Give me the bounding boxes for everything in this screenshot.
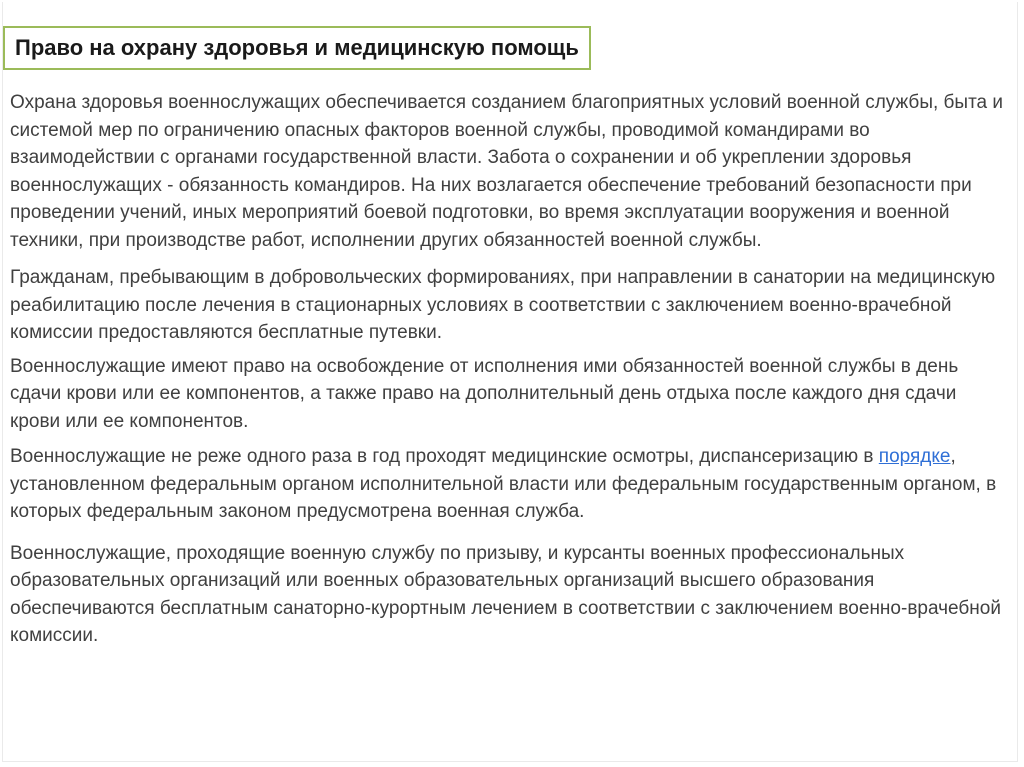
slide-title: Право на охрану здоровья и медицинскую помощь [15,35,579,60]
slide-body [10,89,1010,650]
paragraph-sanatorium-treatment: Военнослужащие, проходящие военную службу по призыву, и курсанты военных профессиональных образовательных организаций или военных образовательных организаций высшего образования обеспечиваются бесплатным санаторно-курортным лечением в соответствии с заключением военно-врачебной комиссии. [10,542,1001,646]
paragraph-medical-exams-start: Военнослужащие не реже одного раза в год проходят медицинские осмотры, диспансеризацию в [10,446,879,467]
paragraph-medical-exams [10,443,1010,526]
paragraph-health-protection: Охрана здоровья военнослужащих обеспечивается созданием благоприятных условий военной службы, быта и системой мер по ограничению опасных факторов военной службы, проводимой командирами во взаимодействии с органами государственной власти. Забота о сохранении и об укреплении здоровья военнослужащих - обязанность командиров. На них возлагается обеспечение требований безопасности при проведении учений, иных мероприятий боевой подготовки, во время эксплуатации вооружения и военной техники, при производстве работ, исполнении других обязанностей военной службы. [10,92,1004,251]
paragraph-blood-donation: Военнослужащие имеют право на освобождение от исполнения ими обязанностей военной службы в день сдачи крови или ее компонентов, а также право на дополнительный день отдыха после каждого дня сдачи крови или ее компонентов. [10,355,959,432]
paragraph-medical-exams-end: , установленном федеральным органом исполнительной власти или федеральным государственным органом, в которых федеральным законом предусмотрена военная служба. [10,446,997,522]
slide-title-box [3,26,591,70]
paragraph-volunteer-vouchers: Гражданам, пребывающим в добровольческих формированиях, при направлении в санатории на медицинскую реабилитацию после лечения в стационарных условиях в соответствии с заключением военно-врачебной комиссии предоставляются бесплатные путевки. [10,267,996,343]
procedure-link[interactable]: порядке [878,446,951,467]
